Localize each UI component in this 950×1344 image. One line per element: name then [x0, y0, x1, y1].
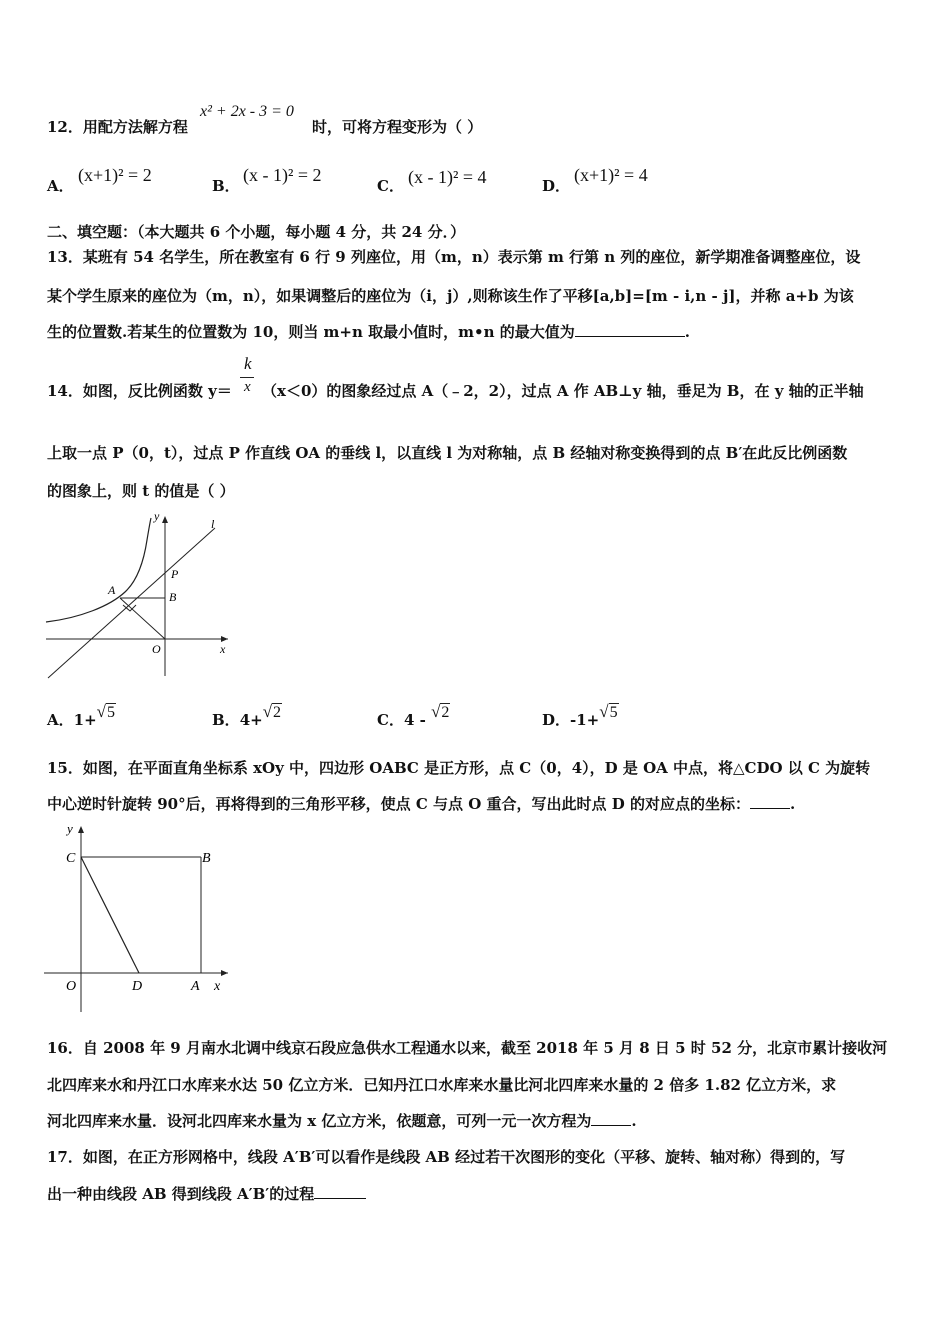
- q15-x-arrow-icon: [221, 970, 228, 976]
- q12-option-b-expr: (x - 1)² = 2: [243, 165, 322, 185]
- q14-label-b: B: [169, 590, 177, 604]
- q15-label-d: D: [132, 979, 143, 994]
- q14-label-y: y: [154, 510, 160, 523]
- q14-label-o: O: [152, 642, 161, 656]
- q14-frac-bar: [240, 377, 254, 378]
- q14-frac-num: k: [244, 354, 252, 373]
- q16-line3: 河北四库来水量．设河北四库来水量为 x 亿立方米，依题意，可列一元一次方程为 .: [47, 1112, 637, 1130]
- q14-label-x: x: [220, 642, 226, 656]
- section-2-header: 二、填空题：（本大题共 6 个小题，每小题 4 分，共 24 分．）: [47, 223, 466, 241]
- q15-y-arrow-icon: [78, 826, 84, 833]
- q15-label-c: C: [66, 851, 76, 866]
- q14-option-c: C．4 - √2: [377, 702, 450, 729]
- q15-label-o: O: [66, 979, 77, 994]
- q14-part2: （x＜0）的图象经过点 A（﹣2，2），过点 A 作 AB⊥y 轴，垂足为 B，在 y 轴的正半轴: [262, 382, 864, 400]
- q15-label-a: A: [191, 979, 200, 994]
- q14-y-arrow-icon: [162, 516, 168, 523]
- q12-option-c-expr: (x - 1)² = 4: [408, 167, 487, 187]
- q15-answer-blank[interactable]: [750, 794, 790, 809]
- q15-label-y: y: [67, 822, 73, 836]
- q17-line1: 17．如图，在正方形网格中，线段 A′B′可以看作是线段 AB 经过若干次图形的变化（平移、旋转、轴对称）得到的，写: [47, 1148, 846, 1166]
- q14-right-angle-mark: [123, 605, 136, 611]
- q15-segment-cd: [81, 857, 139, 973]
- q14-label-p: P: [171, 567, 179, 581]
- q13-line2: 某个学生原来的座位为（m，n），如果调整后的座位为（i，j）,则称该生作了平移[a,b]=[m - i,n - j]，并称 a+b 为该: [47, 287, 854, 305]
- q12-option-b: B．: [212, 177, 240, 195]
- q12-equation: x² + 2x - 3 = 0: [200, 103, 294, 120]
- q15-line2: 中心逆时针旋转 90°后，再将得到的三角形平移，使点 C 与点 O 重合，写出此时点 D 的对应点的坐标： .: [47, 795, 796, 813]
- q13-line3: 生的位置数.若某生的位置数为 10，则当 m+n 取最小值时，m•n 的最大值为 .: [47, 323, 690, 341]
- q12-option-c: C．: [377, 177, 404, 195]
- q14-label-l: l: [211, 517, 215, 531]
- q14-frac-den: x: [244, 379, 251, 395]
- q12-option-a: A．: [47, 177, 74, 195]
- q14-option-c-sqrt: √2: [431, 702, 450, 721]
- q17-answer-blank[interactable]: [314, 1184, 366, 1199]
- q13-answer-blank[interactable]: [575, 322, 685, 337]
- q13-line1: 13．某班有 54 名学生，所在教室有 6 行 9 列座位，用（m，n）表示第 m 行第 n 列的座位，新学期准备调整座位，设: [47, 248, 861, 266]
- q14-line3: 的图象上，则 t 的值是（ ）: [47, 482, 235, 500]
- q16-line1: 16．自 2008 年 9 月南水北调中线京石段应急供水工程通水以来，截至 2018 年 5 月 8 日 5 时 52 分，北京市累计接收河: [47, 1039, 888, 1057]
- q15-label-b: B: [202, 851, 211, 866]
- q14-option-b: B．4+√2: [212, 702, 282, 729]
- q12-option-d-expr: (x+1)² = 4: [574, 165, 648, 185]
- q12-option-d: D．: [542, 177, 571, 195]
- q12-stem: 12．用配方法解方程: [47, 118, 188, 136]
- q14-option-a: A．1+√5: [47, 702, 115, 729]
- q15-figure: [40, 822, 240, 1017]
- q14-line2: 上取一点 P（0，t），过点 P 作直线 OA 的垂线 l，以直线 l 为对称轴，点 B 经轴对称变换得到的点 B′在此反比例函数: [47, 444, 848, 462]
- q15-line1: 15．如图，在平面直角坐标系 xOy 中，四边形 OABC 是正方形，点 C（0，4），D 是 OA 中点，将△CDO 以 C 为旋转: [47, 759, 871, 777]
- q14-option-b-sqrt: √2: [262, 702, 282, 721]
- q14-figure: [40, 510, 240, 685]
- q14-segment-ao: [120, 598, 165, 639]
- q17-line2: 出一种由线段 AB 得到线段 A′B′的过程: [47, 1183, 366, 1204]
- q12-option-a-expr: (x+1)² = 2: [78, 165, 152, 185]
- q12-suffix: 时，可将方程变形为（ ）: [312, 118, 483, 136]
- q16-line2: 北四库来水和丹江口水库来水达 50 亿立方米．已知丹江口水库来水量比河北四库来水量的 2 倍多 1.82 亿立方米，求: [47, 1076, 837, 1094]
- q16-answer-blank[interactable]: [591, 1111, 631, 1126]
- q14-option-a-sqrt: √5: [96, 702, 115, 721]
- q14-part1: 14．如图，反比例函数 y＝: [47, 382, 232, 400]
- q15-label-x: x: [214, 979, 221, 994]
- q14-label-a: A: [108, 583, 116, 597]
- q14-option-d-sqrt: √5: [599, 702, 618, 721]
- q14-option-d: D．-1+√5: [542, 702, 618, 729]
- q14-line-l: [48, 528, 215, 678]
